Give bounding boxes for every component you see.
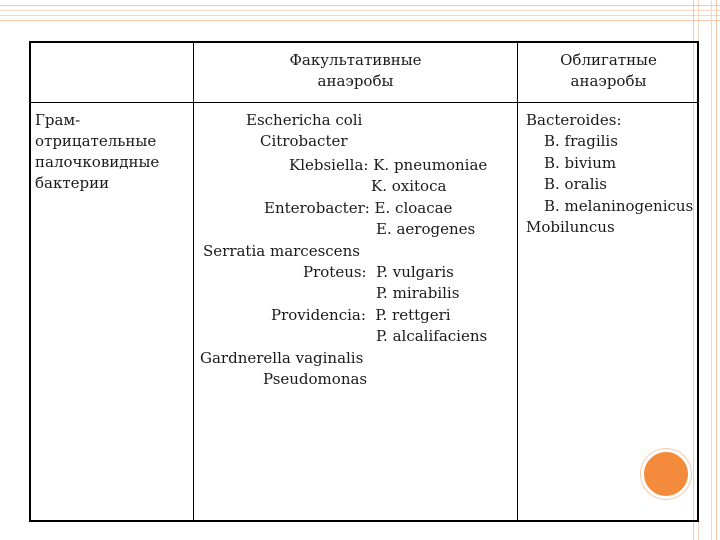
list-item: B. oralis [544, 175, 607, 193]
list-item: Proteus: P. vulgaris [303, 263, 454, 281]
header-obligate: Облигатные анаэробы [560, 51, 657, 90]
list-item: Pseudomonas [263, 370, 368, 388]
list-item: B. melaninogenicus [544, 197, 694, 215]
list-item: Klebsiella: K. pneumoniae [289, 156, 488, 174]
list-item: B. fragilis [544, 132, 618, 150]
list-item: Eschericha coli [246, 111, 363, 129]
list-item: Mobiluncus [526, 218, 615, 236]
list-item: E. aerogenes [376, 220, 476, 238]
list-item: B. bivium [544, 154, 617, 172]
list-item: P. alcalifaciens [376, 327, 488, 345]
header-divider [31, 102, 697, 103]
list-item: Enterobacter: E. cloacae [264, 199, 453, 217]
list-item: Providencia: P. rettgeri [271, 306, 451, 324]
bacteria-table [29, 41, 699, 522]
list-item: Bacteroides: [526, 111, 622, 129]
column-divider [193, 43, 194, 520]
list-item: Citrobacter [260, 132, 348, 150]
list-item: Gardnerella vaginalis [200, 349, 364, 367]
header-facultative: Факультативные анаэробы [289, 51, 422, 90]
list-item: P. mirabilis [376, 284, 460, 302]
list-item: K. oxitoca [371, 177, 447, 195]
column-divider [517, 43, 518, 520]
row-label: Грам- отрицательные палочковидные бактерии [35, 111, 160, 192]
decorative-frame-top [0, 5, 720, 21]
list-item: Serratia marcescens [203, 242, 360, 260]
